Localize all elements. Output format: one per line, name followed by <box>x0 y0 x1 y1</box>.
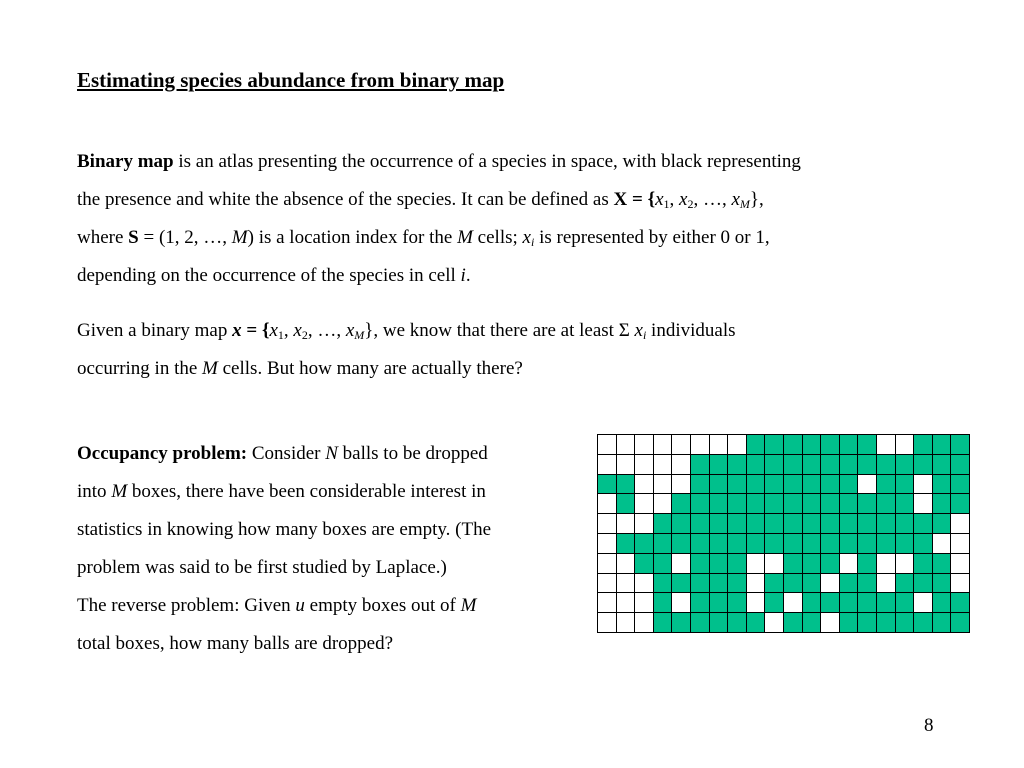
occupied-cell <box>710 613 729 633</box>
occupied-cell <box>951 593 970 613</box>
occupied-cell <box>691 593 710 613</box>
occupied-cell <box>803 574 822 594</box>
occupied-cell <box>803 475 822 495</box>
text-span: ) is a location index for the <box>247 227 458 248</box>
empty-cell <box>654 435 673 455</box>
occupied-cell <box>896 574 915 594</box>
occupied-cell <box>840 475 859 495</box>
symbol-M: M <box>457 227 473 248</box>
occupied-cell <box>765 494 784 514</box>
empty-cell <box>617 574 636 594</box>
occupied-cell <box>728 534 747 554</box>
empty-cell <box>598 574 617 594</box>
empty-cell <box>598 514 617 534</box>
occupied-cell <box>877 514 896 534</box>
occupied-cell <box>654 534 673 554</box>
occupied-cell <box>728 613 747 633</box>
occupied-cell <box>858 435 877 455</box>
occupied-cell <box>784 494 803 514</box>
occupied-cell <box>784 574 803 594</box>
empty-cell <box>747 574 766 594</box>
text-span: depending on the occurrence of the species in cell <box>77 265 461 286</box>
occupied-cell <box>896 475 915 495</box>
empty-cell <box>598 435 617 455</box>
text-span: balls to be dropped <box>337 443 488 464</box>
subscript: M <box>739 197 750 211</box>
occupied-cell <box>617 534 636 554</box>
question-line-2 <box>77 350 957 388</box>
symbol-x: x <box>522 227 531 248</box>
empty-cell <box>914 593 933 613</box>
subscript: M <box>354 328 365 342</box>
empty-cell <box>672 593 691 613</box>
occupied-cell <box>840 534 859 554</box>
occupied-cell <box>803 455 822 475</box>
empty-cell <box>914 475 933 495</box>
occupied-cell <box>765 514 784 534</box>
occupied-cell <box>784 475 803 495</box>
text-span: = { <box>241 320 270 341</box>
occupied-cell <box>821 455 840 475</box>
occupied-cell <box>951 455 970 475</box>
occupied-cell <box>710 574 729 594</box>
text-span: is represented by either 0 or 1, <box>534 227 770 248</box>
text-span: into <box>77 481 112 502</box>
empty-cell <box>654 494 673 514</box>
occupied-cell <box>914 534 933 554</box>
occupied-cell <box>598 475 617 495</box>
occupied-cell <box>747 534 766 554</box>
empty-cell <box>933 534 952 554</box>
term-binary-map: Binary map <box>77 151 174 172</box>
occupied-cell <box>914 554 933 574</box>
occupied-cell <box>803 613 822 633</box>
occupied-cell <box>858 494 877 514</box>
empty-cell <box>672 475 691 495</box>
empty-cell <box>617 593 636 613</box>
text-span: , …, <box>307 320 346 341</box>
occupied-cell <box>747 455 766 475</box>
occupied-cell <box>803 534 822 554</box>
occupied-cell <box>747 514 766 534</box>
occupied-cell <box>896 455 915 475</box>
symbol-M: M <box>202 358 218 379</box>
empty-cell <box>710 435 729 455</box>
text-span: cells. But how many are actually there? <box>217 358 523 379</box>
occupancy-line-5 <box>77 587 582 625</box>
occupied-cell <box>728 455 747 475</box>
empty-cell <box>877 554 896 574</box>
occupied-cell <box>914 455 933 475</box>
symbol-i: i <box>460 265 466 286</box>
occupied-cell <box>951 494 970 514</box>
occupied-cell <box>803 435 822 455</box>
text-span: , <box>669 189 680 210</box>
occupied-cell <box>858 554 877 574</box>
occupied-cell <box>858 455 877 475</box>
occupied-cell <box>821 514 840 534</box>
occupied-cell <box>840 613 859 633</box>
occupied-cell <box>914 514 933 534</box>
occupied-cell <box>691 554 710 574</box>
abundance-question <box>77 312 957 388</box>
empty-cell <box>896 435 915 455</box>
occupied-cell <box>654 574 673 594</box>
occupied-cell <box>710 475 729 495</box>
occupied-cell <box>896 613 915 633</box>
slide-title: Estimating species abundance from binary map <box>77 68 505 92</box>
occupied-cell <box>877 593 896 613</box>
symbol-M: M <box>460 595 477 616</box>
occupied-cell <box>728 554 747 574</box>
occupied-cell <box>821 494 840 514</box>
occupied-cell <box>914 574 933 594</box>
occupancy-line-2 <box>77 473 582 511</box>
occupied-cell <box>710 554 729 574</box>
occupancy-line-4: problem was said to be first studied by Laplace.) <box>77 557 447 578</box>
empty-cell <box>598 593 617 613</box>
occupancy-problem <box>77 435 582 663</box>
symbol-M: M <box>111 481 128 502</box>
text-span: }, <box>749 189 764 210</box>
occupied-cell <box>672 613 691 633</box>
occupied-cell <box>933 494 952 514</box>
occupied-cell <box>710 514 729 534</box>
symbol-x: x <box>345 320 355 341</box>
occupied-cell <box>821 534 840 554</box>
occupancy-line-3: statistics in knowing how many boxes are empty. (The <box>77 519 492 540</box>
occupied-cell <box>896 514 915 534</box>
symbol-x-bold: x <box>232 320 242 341</box>
empty-cell <box>951 554 970 574</box>
occupied-cell <box>765 534 784 554</box>
symbol-X: X <box>613 189 628 210</box>
symbol-M: M <box>231 227 248 248</box>
definition-line-4 <box>77 257 957 295</box>
occupied-cell <box>840 593 859 613</box>
empty-cell <box>858 475 877 495</box>
occupied-cell <box>728 574 747 594</box>
occupied-cell <box>840 494 859 514</box>
binary-map-grid <box>597 434 970 633</box>
occupied-cell <box>784 435 803 455</box>
definition-line-1 <box>77 143 957 181</box>
text-span: Given a binary map <box>77 320 233 341</box>
empty-cell <box>598 554 617 574</box>
empty-cell <box>635 475 654 495</box>
occupied-cell <box>691 475 710 495</box>
occupied-cell <box>914 613 933 633</box>
symbol-x: x <box>269 320 278 341</box>
empty-cell <box>672 554 691 574</box>
subscript: 1 <box>663 197 670 211</box>
occupied-cell <box>728 514 747 534</box>
occupied-cell <box>710 494 729 514</box>
occupied-cell <box>784 514 803 534</box>
empty-cell <box>598 494 617 514</box>
occupied-cell <box>710 593 729 613</box>
occupied-cell <box>784 455 803 475</box>
occupied-cell <box>951 613 970 633</box>
occupied-cell <box>728 494 747 514</box>
empty-cell <box>635 455 654 475</box>
empty-cell <box>654 455 673 475</box>
text-span: cells; <box>472 227 523 248</box>
occupied-cell <box>691 455 710 475</box>
subscript: 1 <box>277 328 284 342</box>
empty-cell <box>635 435 654 455</box>
empty-cell <box>951 534 970 554</box>
occupied-cell <box>821 435 840 455</box>
occupied-cell <box>896 534 915 554</box>
occupied-cell <box>765 574 784 594</box>
symbol-S: S <box>128 227 139 248</box>
occupied-cell <box>672 574 691 594</box>
subscript: 2 <box>301 328 308 342</box>
empty-cell <box>598 613 617 633</box>
text-span: empty boxes out of <box>304 595 461 616</box>
occupied-cell <box>840 455 859 475</box>
occupancy-line-1 <box>77 435 582 473</box>
empty-cell <box>747 593 766 613</box>
occupied-cell <box>803 494 822 514</box>
occupied-cell <box>691 534 710 554</box>
occupied-cell <box>765 435 784 455</box>
empty-cell <box>672 435 691 455</box>
occupied-cell <box>747 613 766 633</box>
occupied-cell <box>877 494 896 514</box>
occupied-cell <box>617 475 636 495</box>
symbol-u: u <box>295 595 305 616</box>
occupied-cell <box>933 593 952 613</box>
occupied-cell <box>747 494 766 514</box>
occupied-cell <box>672 534 691 554</box>
occupied-cell <box>858 593 877 613</box>
text-span: Consider <box>247 443 326 464</box>
occupied-cell <box>747 435 766 455</box>
empty-cell <box>951 574 970 594</box>
symbol-N: N <box>325 443 338 464</box>
empty-cell <box>598 534 617 554</box>
occupied-cell <box>654 554 673 574</box>
occupied-cell <box>728 475 747 495</box>
text-span: the presence and white the absence of the species. It can be defined as <box>77 189 614 210</box>
occupied-cell <box>840 514 859 534</box>
symbol-x: x <box>679 189 688 210</box>
occupied-cell <box>933 435 952 455</box>
text-span: individuals <box>646 320 736 341</box>
occupied-cell <box>840 574 859 594</box>
text-span: where <box>77 227 129 248</box>
empty-cell <box>617 613 636 633</box>
occupied-cell <box>896 494 915 514</box>
occupied-cell <box>635 534 654 554</box>
occupied-cell <box>765 455 784 475</box>
occupied-cell <box>933 455 952 475</box>
occupied-cell <box>710 455 729 475</box>
symbol-x: x <box>731 189 740 210</box>
occupied-cell <box>784 534 803 554</box>
text-span: . <box>465 265 471 286</box>
occupied-cell <box>840 435 859 455</box>
text-span: , <box>283 320 294 341</box>
occupied-cell <box>784 554 803 574</box>
empty-cell <box>765 613 784 633</box>
question-line-1 <box>77 312 957 350</box>
occupied-cell <box>803 554 822 574</box>
occupied-cell <box>858 574 877 594</box>
empty-cell <box>635 514 654 534</box>
occupied-cell <box>858 613 877 633</box>
occupied-cell <box>672 514 691 534</box>
occupied-cell <box>858 534 877 554</box>
empty-cell <box>747 554 766 574</box>
empty-cell <box>877 574 896 594</box>
empty-cell <box>914 494 933 514</box>
occupied-cell <box>635 554 654 574</box>
occupied-cell <box>877 475 896 495</box>
subscript: i <box>642 328 647 342</box>
occupied-cell <box>933 475 952 495</box>
occupied-cell <box>765 475 784 495</box>
occupied-cell <box>691 574 710 594</box>
empty-cell <box>635 494 654 514</box>
occupied-cell <box>728 593 747 613</box>
occupied-cell <box>914 435 933 455</box>
occupancy-line-6: total boxes, how many balls are dropped? <box>77 633 394 654</box>
empty-cell <box>635 613 654 633</box>
empty-cell <box>654 475 673 495</box>
occupied-cell <box>877 455 896 475</box>
symbol-x: x <box>655 189 664 210</box>
empty-cell <box>672 455 691 475</box>
subscript: 2 <box>687 197 694 211</box>
occupied-cell <box>747 475 766 495</box>
empty-cell <box>617 514 636 534</box>
occupied-cell <box>691 613 710 633</box>
occupied-cell <box>933 514 952 534</box>
occupied-cell <box>933 613 952 633</box>
occupied-cell <box>933 554 952 574</box>
occupied-cell <box>672 494 691 514</box>
occupied-cell <box>654 593 673 613</box>
occupied-cell <box>877 534 896 554</box>
text-span: boxes, there have been considerable interest in <box>127 481 486 502</box>
text-span: , …, <box>693 189 732 210</box>
occupied-cell <box>691 514 710 534</box>
occupied-cell <box>654 514 673 534</box>
definition-line-2 <box>77 181 957 219</box>
text-span: occurring in the <box>77 358 203 379</box>
empty-cell <box>617 435 636 455</box>
occupied-cell <box>858 514 877 534</box>
empty-cell <box>598 455 617 475</box>
occupied-cell <box>803 514 822 534</box>
empty-cell <box>951 514 970 534</box>
occupied-cell <box>654 613 673 633</box>
occupied-cell <box>765 593 784 613</box>
empty-cell <box>840 554 859 574</box>
occupied-cell <box>877 613 896 633</box>
empty-cell <box>821 574 840 594</box>
empty-cell <box>691 435 710 455</box>
occupied-cell <box>617 494 636 514</box>
definition-line-3 <box>77 219 957 257</box>
symbol-x: x <box>634 320 643 341</box>
text-span: is an atlas presenting the occurrence of a species in space, with black representing <box>173 151 801 172</box>
text-span: The reverse problem: Given <box>77 595 296 616</box>
subscript: i <box>530 235 535 249</box>
empty-cell <box>877 435 896 455</box>
term-occupancy-problem: Occupancy problem: <box>77 443 248 464</box>
occupied-cell <box>896 593 915 613</box>
occupied-cell <box>821 475 840 495</box>
occupied-cell <box>821 554 840 574</box>
occupied-cell <box>691 494 710 514</box>
empty-cell <box>635 593 654 613</box>
empty-cell <box>896 554 915 574</box>
occupied-cell <box>951 475 970 495</box>
occupied-cell <box>784 613 803 633</box>
binary-map-definition <box>77 143 957 295</box>
symbol-x: x <box>293 320 302 341</box>
occupied-cell <box>821 593 840 613</box>
empty-cell <box>617 554 636 574</box>
page-number: 8 <box>924 715 934 736</box>
empty-cell <box>635 574 654 594</box>
empty-cell <box>765 554 784 574</box>
occupied-cell <box>803 593 822 613</box>
occupied-cell <box>951 435 970 455</box>
text-span: }, we know that there are at least Σ <box>364 320 635 341</box>
empty-cell <box>728 435 747 455</box>
text-span: = (1, 2, …, <box>138 227 232 248</box>
occupied-cell <box>710 534 729 554</box>
empty-cell <box>784 593 803 613</box>
empty-cell <box>821 613 840 633</box>
text-span: = { <box>627 189 656 210</box>
empty-cell <box>617 455 636 475</box>
occupied-cell <box>933 574 952 594</box>
